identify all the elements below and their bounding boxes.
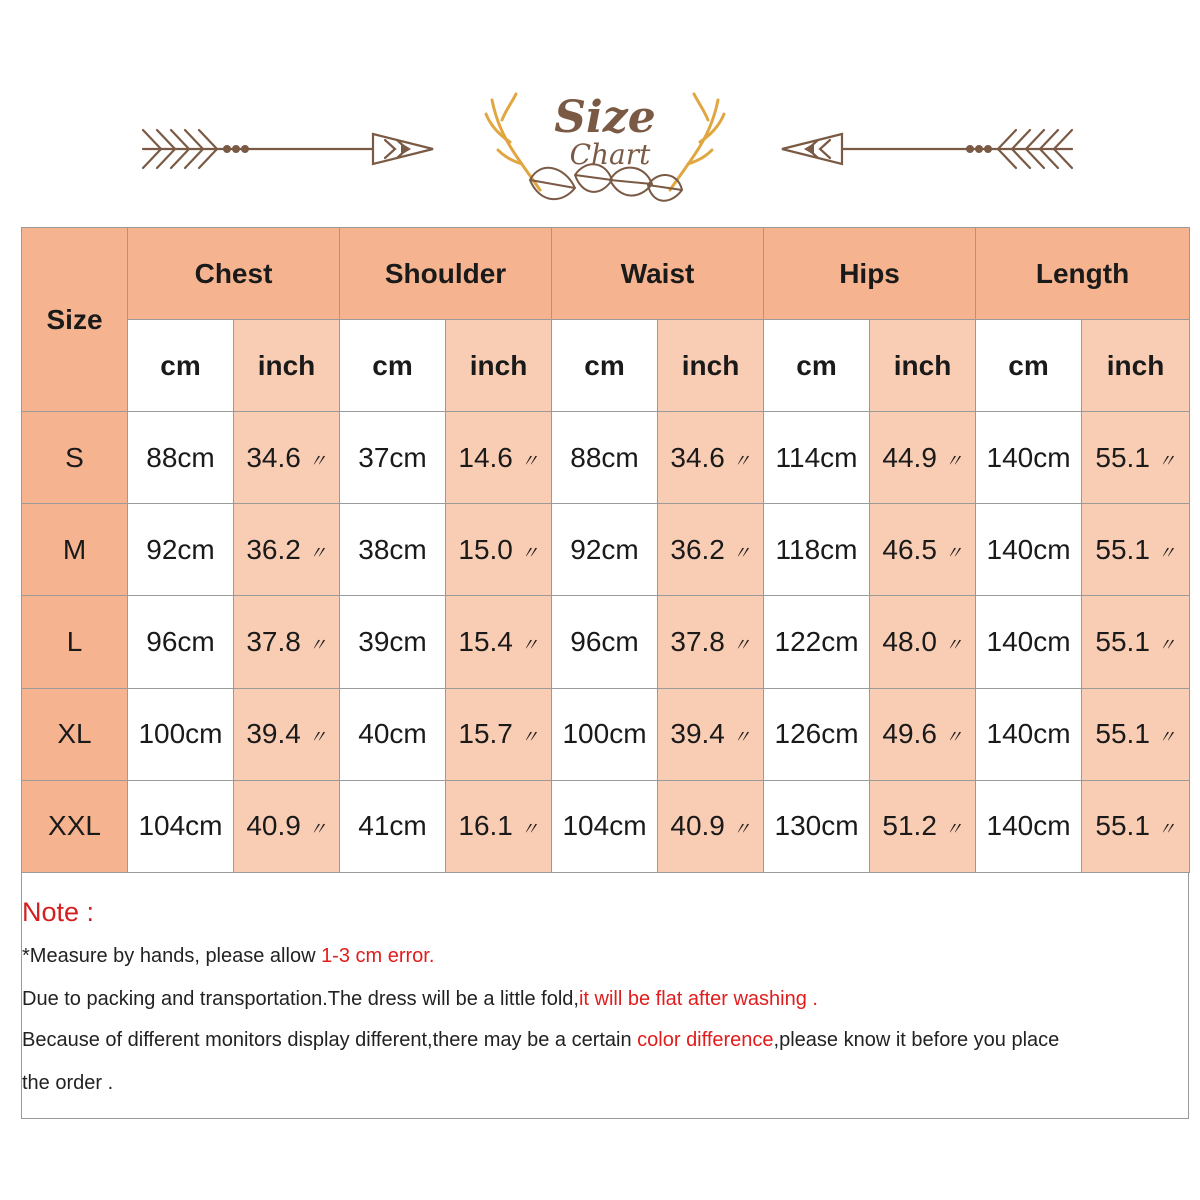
inch-mark: 〃 [1157, 727, 1176, 748]
inch-value: 15.7 [458, 718, 513, 750]
cm-value: 104cm [562, 810, 647, 842]
cm-value-cell [128, 504, 234, 596]
inch-value: 15.0 [458, 533, 513, 565]
cm-value-cell [340, 596, 446, 688]
cm-value-cell [552, 780, 658, 872]
cm-value: 118cm [775, 533, 858, 565]
cm-value: 96cm [146, 625, 215, 657]
inch-mark: 〃 [1157, 634, 1176, 655]
inch-mark: 〃 [520, 727, 539, 748]
inch-value-cell [658, 504, 764, 596]
group-header-length: Length [976, 228, 1190, 320]
unit-header-inch: inch [446, 320, 552, 412]
inch-mark: 〃 [944, 727, 963, 748]
size-label: XXL [22, 780, 128, 872]
group-header-waist: Waist [552, 228, 764, 320]
unit-header-cm: cm [340, 320, 446, 412]
cm-value-cell [764, 412, 870, 504]
note-line-color [22, 1029, 1059, 1052]
antler-feather-logo-icon [480, 80, 730, 225]
table-row [22, 688, 1190, 780]
unit-header-inch: inch [234, 320, 340, 412]
note-text: ,please know it before you place [773, 1029, 1060, 1051]
unit-row [22, 320, 1190, 412]
inch-mark: 〃 [944, 542, 963, 563]
unit-header-inch: inch [870, 320, 976, 412]
inch-value: 55.1 [1095, 533, 1150, 565]
inch-value-cell [1082, 504, 1190, 596]
size-label: XL [22, 688, 128, 780]
inch-mark: 〃 [944, 450, 963, 471]
inch-value-cell [1082, 412, 1190, 504]
inch-value-cell [234, 596, 340, 688]
inch-value: 44.9 [882, 441, 937, 473]
group-header-shoulder: Shoulder [340, 228, 552, 320]
inch-value-cell [234, 412, 340, 504]
cm-value: 88cm [570, 441, 639, 473]
cm-value-cell [128, 688, 234, 780]
inch-value: 55.1 [1095, 718, 1150, 750]
cm-value-cell [128, 596, 234, 688]
inch-mark: 〃 [732, 634, 751, 655]
notes-panel [21, 873, 1189, 1119]
logo-chart-text: Chart [569, 138, 651, 171]
inch-value: 40.9 [670, 810, 725, 842]
inch-value: 37.8 [246, 625, 301, 657]
cm-value: 140cm [986, 441, 1071, 473]
size-column-header: Size [22, 228, 128, 412]
note-line-order: the order . [22, 1072, 114, 1094]
cm-value: 114cm [775, 441, 858, 473]
inch-mark: 〃 [520, 450, 539, 471]
inch-value-cell [870, 780, 976, 872]
cm-value: 140cm [986, 625, 1071, 657]
inch-mark: 〃 [308, 450, 327, 471]
cm-value: 88cm [146, 441, 215, 473]
note-highlight: it will be flat after washing . [578, 988, 818, 1010]
cm-value-cell [764, 596, 870, 688]
cm-value-cell [552, 596, 658, 688]
cm-value: 41cm [358, 810, 427, 842]
group-header-hips: Hips [764, 228, 976, 320]
inch-value-cell [446, 596, 552, 688]
table-row [22, 596, 1190, 688]
cm-value: 122cm [774, 625, 859, 657]
inch-value-cell [234, 504, 340, 596]
cm-value-cell [552, 412, 658, 504]
note-highlight: color difference [637, 1029, 774, 1051]
table-row [22, 504, 1190, 596]
logo-size-text: Size [554, 92, 656, 143]
group-header-chest: Chest [128, 228, 340, 320]
inch-value-cell [658, 596, 764, 688]
inch-value-cell [870, 504, 976, 596]
inch-value: 40.9 [246, 810, 301, 842]
inch-mark: 〃 [732, 819, 751, 840]
inch-mark: 〃 [1157, 819, 1176, 840]
inch-value-cell [446, 412, 552, 504]
inch-value: 51.2 [882, 810, 937, 842]
inch-mark: 〃 [520, 819, 539, 840]
cm-value: 130cm [774, 810, 859, 842]
cm-value: 39cm [358, 625, 427, 657]
inch-mark: 〃 [308, 634, 327, 655]
inch-value-cell [1082, 596, 1190, 688]
arrow-left-icon [135, 118, 445, 180]
cm-value: 126cm [774, 718, 859, 750]
inch-mark: 〃 [1157, 542, 1176, 563]
cm-value: 140cm [986, 533, 1071, 565]
inch-mark: 〃 [732, 450, 751, 471]
cm-value: 37cm [358, 441, 427, 473]
inch-mark: 〃 [308, 542, 327, 563]
table-row [22, 780, 1190, 872]
cm-value-cell [764, 688, 870, 780]
cm-value-cell [552, 504, 658, 596]
inch-value-cell [234, 780, 340, 872]
inch-value-cell [870, 596, 976, 688]
cm-value: 100cm [138, 718, 223, 750]
note-text: Due to packing and transportation.The dress will be a little fold, [22, 988, 579, 1010]
inch-mark: 〃 [944, 634, 963, 655]
inch-value: 15.4 [458, 625, 513, 657]
size-label: S [22, 412, 128, 504]
inch-value-cell [870, 688, 976, 780]
cm-value-cell [340, 780, 446, 872]
size-chart-table [21, 227, 1190, 873]
table-row [22, 412, 1190, 504]
size-chart-header [0, 0, 1200, 226]
cm-value-cell [340, 504, 446, 596]
inch-value: 48.0 [882, 625, 937, 657]
inch-value-cell [446, 504, 552, 596]
inch-value-cell [1082, 688, 1190, 780]
inch-value: 36.2 [246, 533, 301, 565]
inch-value: 39.4 [246, 718, 301, 750]
inch-value: 14.6 [458, 441, 513, 473]
inch-mark: 〃 [732, 727, 751, 748]
note-line-measure [22, 945, 434, 968]
table-body [22, 412, 1190, 873]
inch-mark: 〃 [520, 634, 539, 655]
inch-mark: 〃 [944, 819, 963, 840]
size-label: L [22, 596, 128, 688]
inch-value-cell [446, 780, 552, 872]
cm-value-cell [976, 412, 1082, 504]
inch-value: 37.8 [670, 625, 725, 657]
unit-header-cm: cm [976, 320, 1082, 412]
inch-value: 55.1 [1095, 625, 1150, 657]
cm-value-cell [976, 596, 1082, 688]
unit-header-cm: cm [128, 320, 234, 412]
inch-value: 46.5 [882, 533, 937, 565]
cm-value: 92cm [570, 533, 639, 565]
cm-value: 38cm [358, 533, 427, 565]
inch-mark: 〃 [732, 542, 751, 563]
inch-value: 36.2 [670, 533, 725, 565]
cm-value-cell [764, 780, 870, 872]
unit-header-cm: cm [552, 320, 658, 412]
inch-value-cell [234, 688, 340, 780]
inch-value-cell [1082, 780, 1190, 872]
size-label: M [22, 504, 128, 596]
note-text: *Measure by hands, please allow [22, 945, 322, 967]
inch-mark: 〃 [1157, 450, 1176, 471]
inch-mark: 〃 [308, 819, 327, 840]
inch-mark: 〃 [308, 727, 327, 748]
unit-header-cm: cm [764, 320, 870, 412]
inch-value: 55.1 [1095, 441, 1150, 473]
cm-value: 96cm [570, 625, 639, 657]
cm-value-cell [128, 780, 234, 872]
note-line-fold [22, 988, 818, 1011]
cm-value-cell [976, 504, 1082, 596]
inch-value: 34.6 [246, 441, 301, 473]
note-title: Note : [22, 897, 95, 927]
arrow-right-icon [770, 118, 1080, 180]
inch-value-cell [658, 780, 764, 872]
cm-value-cell [764, 504, 870, 596]
cm-value: 140cm [986, 810, 1071, 842]
cm-value: 40cm [358, 718, 427, 750]
note-text: Because of different monitors display different,there may be a certain [22, 1029, 638, 1051]
note-highlight: 1-3 cm error. [321, 945, 435, 967]
inch-mark: 〃 [520, 542, 539, 563]
inch-value: 49.6 [882, 718, 937, 750]
cm-value: 100cm [562, 718, 647, 750]
inch-value-cell [870, 412, 976, 504]
inch-value: 55.1 [1095, 810, 1150, 842]
cm-value-cell [340, 688, 446, 780]
cm-value: 104cm [138, 810, 223, 842]
cm-value: 140cm [986, 718, 1071, 750]
inch-value-cell [658, 688, 764, 780]
cm-value-cell [340, 412, 446, 504]
inch-value: 16.1 [458, 810, 513, 842]
inch-value: 39.4 [670, 718, 725, 750]
unit-header-inch: inch [658, 320, 764, 412]
inch-value: 34.6 [670, 441, 725, 473]
cm-value: 92cm [146, 533, 215, 565]
inch-value-cell [446, 688, 552, 780]
cm-value-cell [976, 780, 1082, 872]
cm-value-cell [552, 688, 658, 780]
cm-value-cell [128, 412, 234, 504]
inch-value-cell [658, 412, 764, 504]
unit-header-inch: inch [1082, 320, 1190, 412]
cm-value-cell [976, 688, 1082, 780]
